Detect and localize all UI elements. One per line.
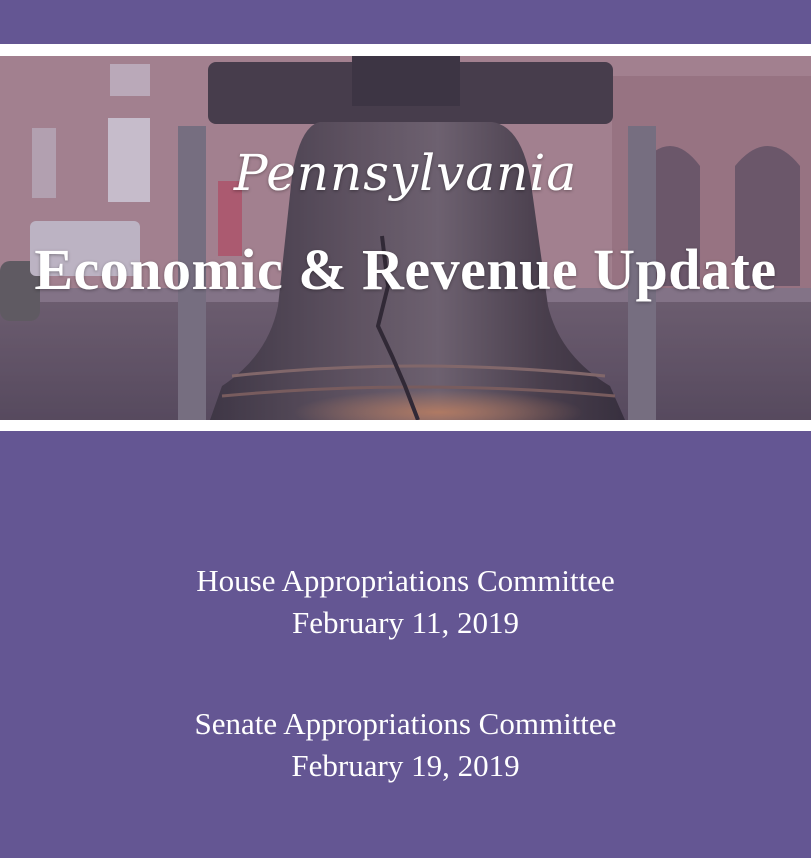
senate-meeting-block	[0, 703, 811, 787]
bottom-white-stripe	[0, 420, 811, 431]
house-meeting-block	[0, 560, 811, 644]
house-meeting-date: February 11, 2019	[291, 605, 519, 640]
senate-meeting-date: February 19, 2019	[291, 748, 520, 783]
house-committee-name: House Appropriations Committee	[196, 563, 615, 598]
cover-script-title: Pennsylvania	[233, 144, 578, 202]
cover-image-banner	[0, 56, 811, 420]
top-white-stripe	[0, 44, 811, 56]
cover-main-title: Economic & Revenue Update	[34, 237, 777, 302]
senate-committee-name: Senate Appropriations Committee	[194, 706, 617, 741]
